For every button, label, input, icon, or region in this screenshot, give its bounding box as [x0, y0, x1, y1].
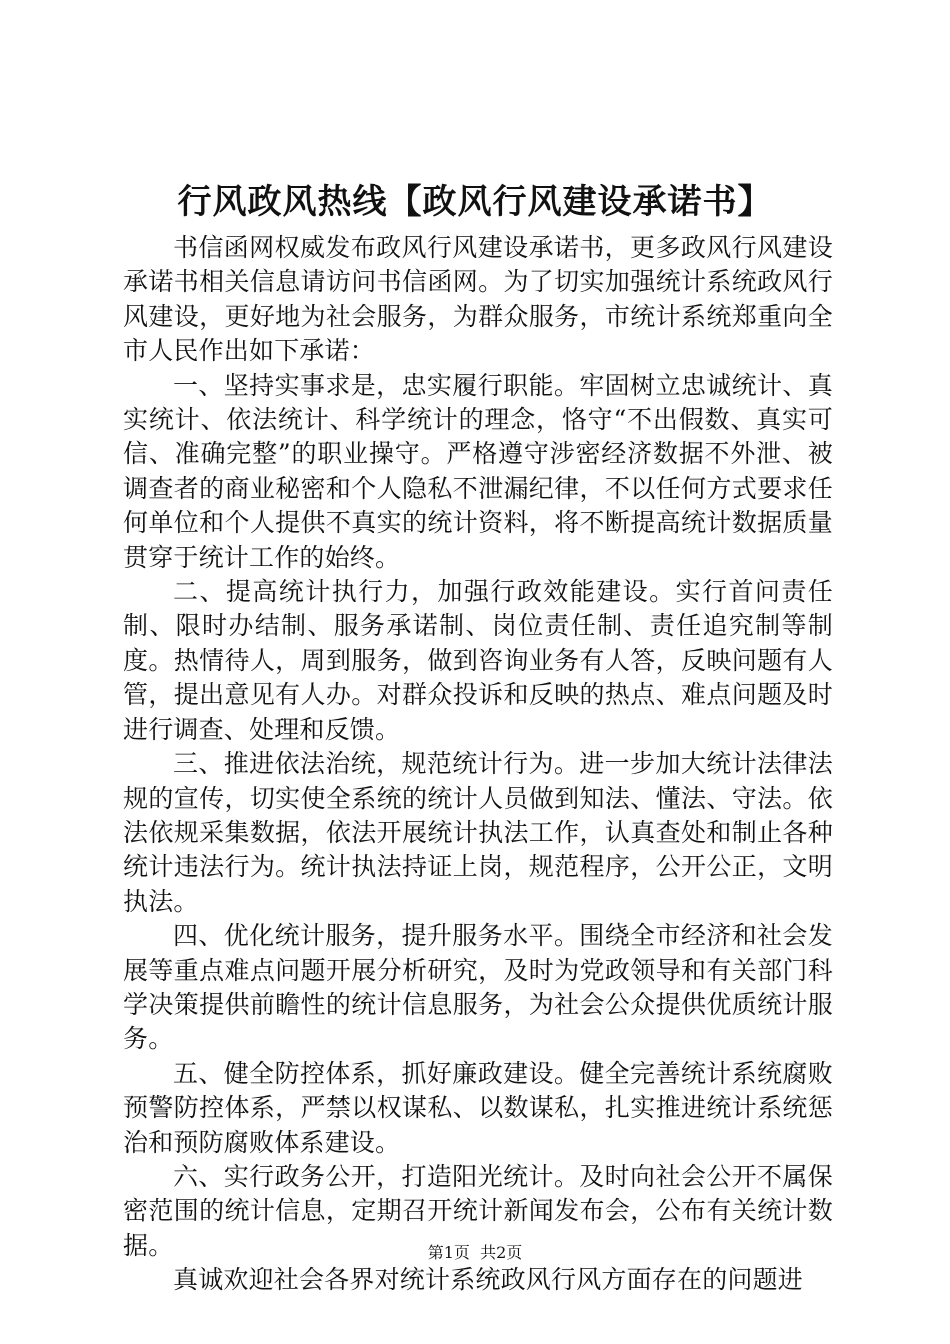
- paragraph-closing: 真诚欢迎社会各界对统计系统政风行风方面存在的问题进: [173, 1265, 804, 1295]
- paragraph-commitment-3: 三、推进依法治统，规范统计行为。进一步加大统计法律法规的宣传，切实使全系统的统计人员做到知法、懂法、守法。依法依规采集数据，依法开展统计执法工作，认真查处和制止各种统计违法行为。统计执法持证上岗，规范程序，公开公正，文明执法。: [123, 749, 833, 916]
- page-number: 第1页: [427, 1243, 470, 1262]
- paragraph-commitment-4: 四、优化统计服务，提升服务水平。围绕全市经济和社会发展等重点难点问题开展分析研究，及时为党政领导和有关部门科学决策提供前瞻性的统计信息服务，为社会公众提供优质统计服务。: [123, 921, 833, 1054]
- page-footer: [0, 1242, 950, 1264]
- page-total: 共2页: [480, 1243, 523, 1262]
- paragraph-intro: 书信函网权威发布政风行风建设承诺书，更多政风行风建设承诺书相关信息请访问书信函网。为了切实加强统计系统政风行风建设，更好地为社会服务，为群众服务，市统计系统郑重向全市人民作出如下承诺：: [123, 233, 833, 366]
- paragraph-commitment-1: 一、坚持实事求是，忠实履行职能。牢固树立忠诚统计、真实统计、依法统计、科学统计的理念，恪守“不出假数、真实可信、准确完整”的职业操守。严格遵守涉密经济数据不外泄、被调查者的商业秘密和个人隐私不泄漏纪律，不以任何方式要求任何单位和个人提供不真实的统计资料，将不断提高统计数据质量贯穿于统计工作的始终。: [123, 370, 833, 572]
- document-title: 行风政风热线【政风行风建设承诺书】: [177, 182, 773, 222]
- paragraph-commitment-6: 六、实行政务公开，打造阳光统计。及时向社会公开不属保密范围的统计信息，定期召开统计新闻发布会，公布有关统计数据。: [123, 1161, 833, 1260]
- document-body: [123, 231, 833, 1298]
- paragraph-commitment-5: 五、健全防控体系，抓好廉政建设。健全完善统计系统腐败预警防控体系，严禁以权谋私、以数谋私，扎实推进统计系统惩治和预防腐败体系建设。: [123, 1058, 833, 1157]
- paragraph-commitment-2: 二、提高统计执行力，加强行政效能建设。实行首问责任制、限时办结制、服务承诺制、岗位责任制、责任追究制等制度。热情待人，周到服务，做到咨询业务有人答，反映问题有人管，提出意见有人办。对群众投诉和反映的热点、难点问题及时进行调查、处理和反馈。: [123, 577, 833, 744]
